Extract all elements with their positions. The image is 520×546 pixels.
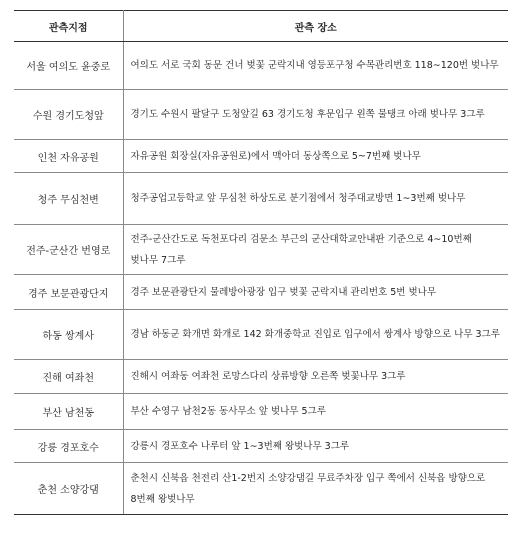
place-cell: 경남 하동군 화개면 화개로 142 화개중학교 진입로 입구에서 쌍계사 방향으로 나무 3그루 (123, 310, 508, 360)
table-row (14, 90, 508, 140)
table-row (14, 275, 508, 310)
place-cell: 진해시 여좌동 여좌천 로망스다리 상류방향 오른쪽 벚꽃나무 3그루 (123, 360, 508, 394)
place-cell: 자유공원 회장실(자유공원로)에서 맥아더 동상쪽으로 5~7번째 벚나무 (123, 140, 508, 173)
table-row (14, 394, 508, 430)
site-cell: 인천 자유공원 (14, 140, 123, 173)
site-cell: 하동 쌍계사 (14, 310, 123, 360)
site-cell: 진해 여좌천 (14, 360, 123, 394)
table-row (14, 360, 508, 394)
site-cell: 춘천 소양강댐 (14, 463, 123, 515)
site-cell: 수원 경기도청앞 (14, 90, 123, 140)
table-row (14, 42, 508, 90)
table-row (14, 463, 508, 515)
site-cell: 청주 무심천변 (14, 173, 123, 225)
table-row (14, 140, 508, 173)
site-cell: 경주 보문관광단지 (14, 275, 123, 310)
site-cell: 부산 남천동 (14, 394, 123, 430)
table-row (14, 310, 508, 360)
place-cell: 춘천시 신북읍 천전리 산1-2번지 소양강댐길 무료주차장 입구 쪽에서 신북읍 방향으로 8번째 왕벚나무 (123, 463, 508, 515)
place-cell: 전주-군산간도로 독천포다리 검문소 부근의 군산대학교안내판 기준으로 4∼10번째 벚나무 7그루 (123, 225, 508, 275)
place-cell: 청주공업고등학교 앞 무심천 하상도로 분기점에서 청주대교방면 1∼3번째 벚나무 (123, 173, 508, 225)
site-cell: 서울 여의도 윤중로 (14, 42, 123, 90)
header-observation-site: 관측지점 (14, 11, 123, 42)
site-cell: 전주-군산간 번영로 (14, 225, 123, 275)
place-cell: 경기도 수원시 팔달구 도청앞길 63 경기도청 후문입구 왼쪽 물탱크 아래 벚나무 3그루 (123, 90, 508, 140)
place-cell: 여의도 서로 국회 동문 건너 벚꽃 군락지내 영등포구청 수목관리번호 118∼120번 벚나무 (123, 42, 508, 90)
place-cell: 경주 보문관광단지 물레방아광장 입구 벚꽃 군락지내 관리번호 5번 벚나무 (123, 275, 508, 310)
site-cell: 강릉 경포호수 (14, 430, 123, 463)
place-cell: 부산 수영구 남천2동 동사무소 앞 벚나무 5그루 (123, 394, 508, 430)
table-row (14, 430, 508, 463)
table-header-row (14, 11, 508, 42)
table-row (14, 225, 508, 275)
header-observation-place: 관측 장소 (123, 11, 508, 42)
place-cell: 강릉시 경포호수 나루터 앞 1∼3번째 왕벚나무 3그루 (123, 430, 508, 463)
observation-sites-table (14, 10, 508, 515)
table-row (14, 173, 508, 225)
